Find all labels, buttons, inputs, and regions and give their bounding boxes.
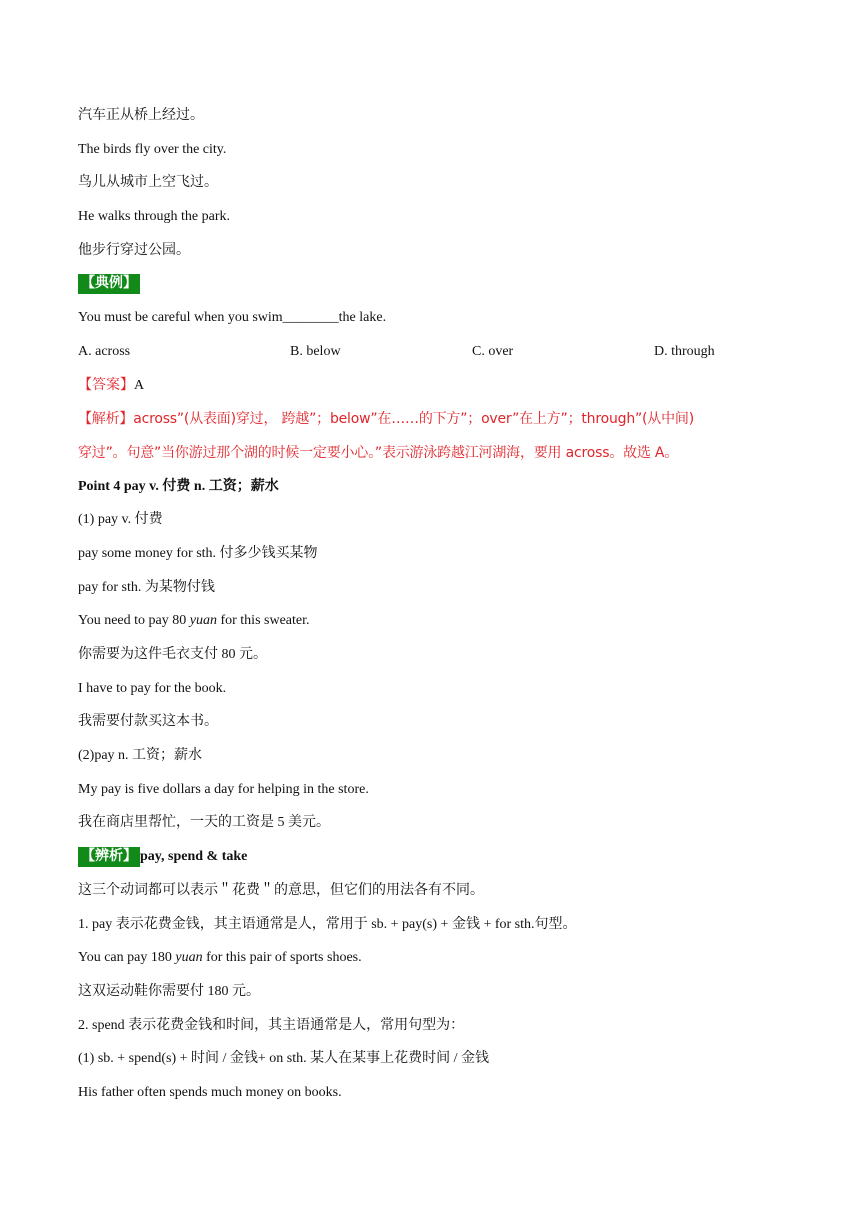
sentence-part: You need to pay 80 [78, 613, 190, 629]
text-line: pay for sth. 为某物付钱 [78, 579, 215, 595]
text-line: My pay is five dollars a day for helping in the store. [78, 781, 369, 797]
text-line: 2. spend 表示花费金钱和时间，其主语通常是人，常用句型为： [78, 1017, 465, 1033]
text-line: 我在商店里帮忙，一天的工资是 5 美元。 [78, 815, 330, 831]
text-line: pay some money for sth. 付多少钱买某物 [78, 545, 318, 561]
text-line: 这三个动词都可以表示＂花费＂的意思，但它们的用法各有不同。 [78, 882, 484, 898]
text-line: (1) pay v. 付费 [78, 512, 163, 528]
option-c: C. over [472, 343, 514, 359]
option-d: D. through [654, 343, 715, 359]
distinguish-title: pay, spend & take [140, 849, 248, 865]
example-sentence [78, 611, 798, 631]
text-line: 汽车正从桥上经过。 [78, 108, 204, 123]
question-text: You must be careful when you swim________the lake. [78, 310, 387, 326]
sentence-part: for this pair of sports shoes. [202, 950, 362, 966]
example-tag: 【典例】 [78, 274, 140, 294]
option-b: B. below [290, 343, 341, 359]
distinguish-tag: 【辨析】 [78, 847, 140, 867]
document-page [78, 106, 798, 1117]
italic-word: yuan [175, 950, 203, 966]
text-line: (2)pay n. 工资；薪水 [78, 748, 203, 764]
example-heading [78, 274, 798, 294]
text-line: 他步行穿过公园。 [78, 242, 190, 258]
distinguish-heading [78, 847, 798, 867]
text-line: 鸟儿从城市上空飞过。 [78, 175, 218, 191]
point-heading: Point 4 pay v. 付费 n. 工资；薪水 [78, 478, 279, 494]
text-line: I have to pay for the book. [78, 680, 227, 696]
analysis-line-1: 【解析】across”(从表面)穿过， 跨越”；below”在……的下方”；over”在上方”；through”(从中间) [78, 411, 694, 428]
example-sentence [78, 948, 798, 968]
text-line: 1. pay 表示花费金钱，其主语通常是人，常用于 sb. + pay(s) + 金钱 + for sth.句型。 [78, 916, 577, 932]
text-line: (1) sb. + spend(s) + 时间 / 金钱+ on sth. 某人在某事上花费时间 / 金钱 [78, 1051, 490, 1067]
answer-value: A [134, 377, 145, 393]
text-line: The birds fly over the city. [78, 141, 227, 157]
analysis-line-2: 穿过”。句意”当你游过那个湖的时候一定要小心。”表示游泳跨越江河湖海，要用 across。故选 A。 [78, 444, 679, 461]
text-line: 我需要付款买这本书。 [78, 714, 218, 730]
answer-options [78, 342, 798, 362]
sentence-part: You can pay 180 [78, 950, 176, 966]
sentence-part: for this sweater. [216, 613, 310, 629]
text-line: He walks through the park. [78, 209, 231, 225]
text-line: 你需要为这件毛衣支付 80 元。 [78, 647, 267, 662]
italic-word: yuan [189, 613, 217, 629]
text-line: His father often spends much money on books. [78, 1084, 342, 1100]
option-a: A. across [78, 343, 131, 359]
answer-line [78, 376, 798, 396]
answer-tag: 【答案】 [78, 377, 134, 393]
text-line: 这双运动鞋你需要付 180 元。 [78, 983, 260, 999]
